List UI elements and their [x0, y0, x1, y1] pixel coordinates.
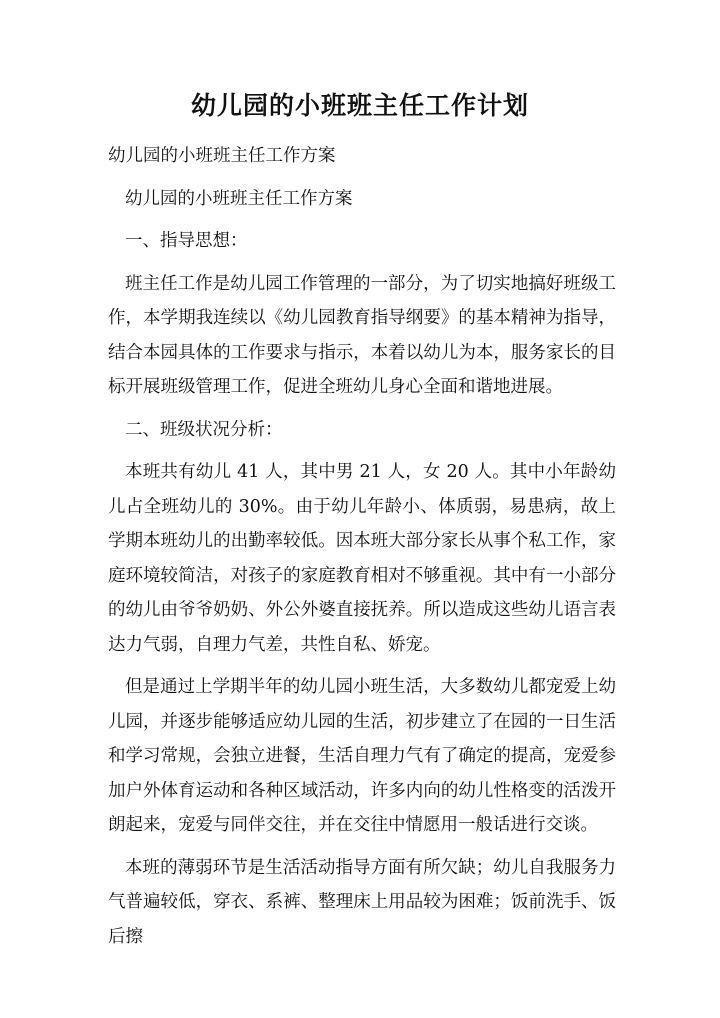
subtitle-paragraph: 幼儿园的小班班主任工作方案: [108, 146, 336, 166]
paragraph-weaknesses: 本班的薄弱环节是生活活动指导方面有所欠缺；幼儿自我服务力气普遍较低，穿衣、系裤、整理床上用品较为困难；饭前洗手、饭后擦: [108, 857, 616, 947]
document-body: [108, 139, 616, 962]
section-heading-paragraph: 幼儿园的小班班主任工作方案: [125, 188, 353, 209]
paragraph-progress: 但是通过上学期半年的幼儿园小班生活，大多数幼儿都宠爱上幼儿园，并逐步能够适应幼儿园的生活，初步建立了在园的一日生活和学习常规，会独立进餐，生活自理力气有了确定的提高，宠爱参加户外体育运动和各种区域活动，许多内向的幼儿性格变的活泼开朗起来，宠爱与同伴交往，并在交往中情愿用一般话进行交谈。: [108, 677, 616, 835]
paragraph-guiding-thought: 班主任工作是幼儿园工作管理的一部分，为了切实地搞好班级工作，本学期我连续以《幼儿园教育指导纲要》的基本精神为指导，结合本园具体的工作要求与指示，本着以幼儿为本，服务家长的目标开展班级管理工作，促进全班幼儿身心全面和谐地进展。: [108, 273, 616, 397]
document-title: 幼儿园的小班班主任工作计划: [190, 91, 529, 120]
heading-guiding-thought: 一、指导思想：: [125, 231, 248, 251]
paragraph-class-overview: 本班共有幼儿 41 人，其中男 21 人，女 20 人。其中小年龄幼儿占全班幼儿的 30%。由于幼儿年龄小、体质弱，易患病，故上学期本班幼儿的出勤率较低。因本班大部分家长从事个私工作，家庭环境较简洁，对孩子的家庭教育相对不够重视。其中有一小部分的幼儿由爷爷奶奶、外公外婆直接抚养。所以造成这些幼儿语言表达力气弱，自理力气差，共性自私、娇宠。: [108, 462, 616, 655]
heading-class-analysis: 二、班级状况分析：: [125, 419, 283, 440]
